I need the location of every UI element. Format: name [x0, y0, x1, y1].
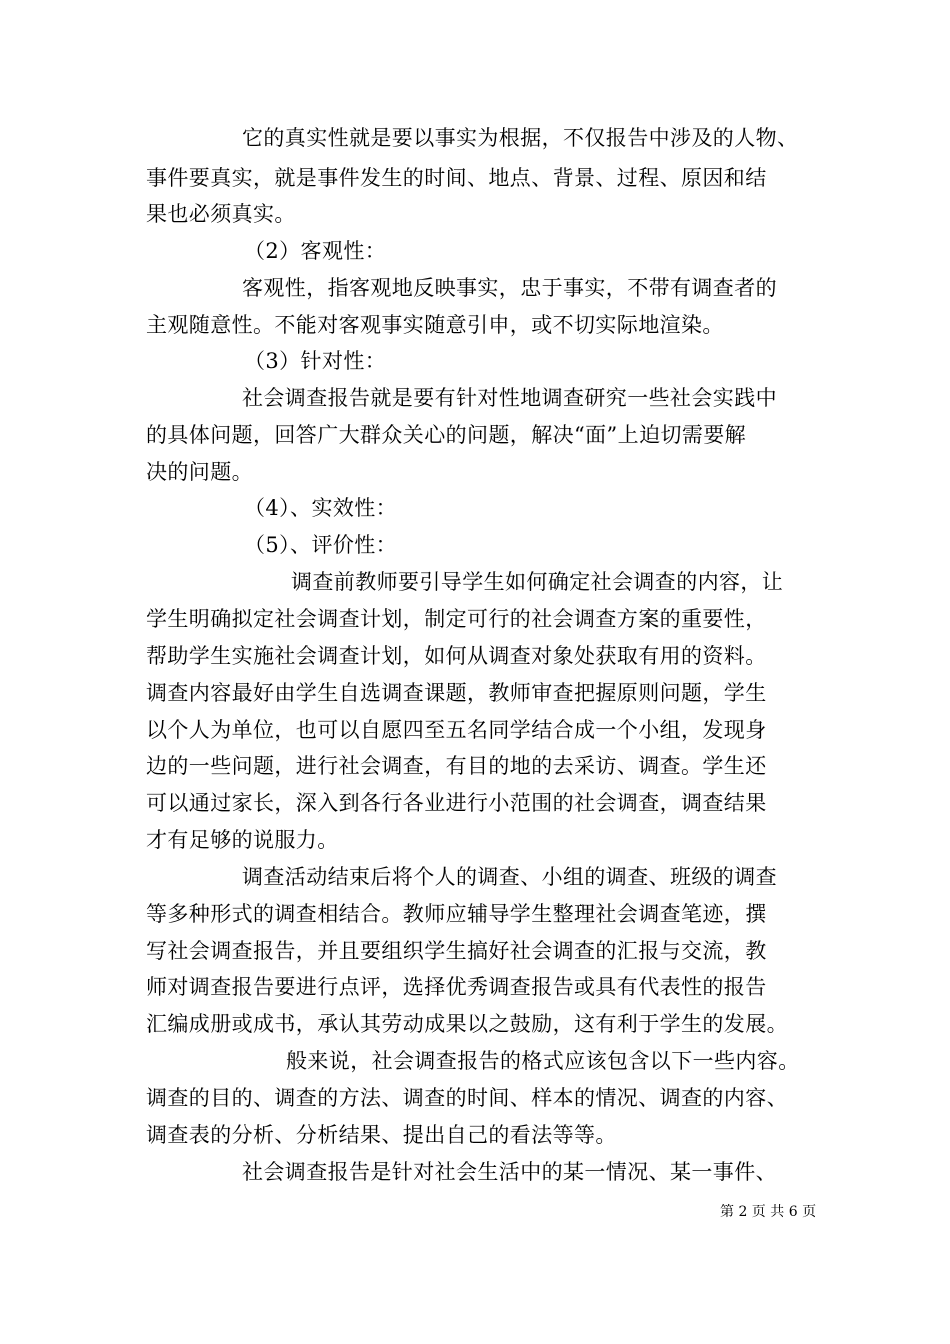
- text-line: 客观性，指客观地反映事实，忠于事实，不带有调查者的: [242, 276, 777, 300]
- text-line: 可以通过家长，深入到各行各业进行小范围的社会调查，调查结果: [146, 791, 767, 815]
- text-line: 写社会调查报告，并且要组织学生搞好社会调查的汇报与交流，教: [146, 939, 767, 963]
- text-line: 果也必须真实。: [146, 202, 296, 226]
- text-line: 调查的目的、调查的方法、调查的时间、样本的情况、调查的内容、: [146, 1086, 788, 1110]
- text-line: 汇编成册或成书，承认其劳动成果以之鼓励，这有利于学生的发展。: [146, 1012, 788, 1036]
- section-heading: （5）、评价性：: [244, 533, 398, 557]
- section-heading: （3）针对性：: [244, 349, 387, 373]
- text-line: 决的问题。: [146, 460, 253, 484]
- text-line: 的具体问题，回答广大群众关心的问题，解决“面”上迫切需要解: [146, 423, 747, 447]
- section-heading: （2）客观性：: [244, 239, 387, 263]
- text-line: 才有足够的说服力。: [146, 828, 339, 852]
- text-line: 调查前教师要引导学生如何确定社会调查的内容，让: [291, 570, 784, 594]
- text-line: 主观随意性。不能对客观事实随意引申，或不切实际地渲染。: [146, 313, 724, 337]
- text-line: 以个人为单位，也可以自愿四至五名同学结合成一个小组，发现身: [146, 718, 767, 742]
- text-line: 般来说，社会调查报告的格式应该包含以下一些内容。: [286, 1049, 800, 1073]
- text-line: 帮助学生实施社会调查计划，如何从调查对象处获取有用的资料。: [146, 644, 767, 668]
- text-line: 调查内容最好由学生自选调查课题，教师审查把握原则问题，学生: [146, 681, 767, 705]
- text-line: 边的一些问题，进行社会调查，有目的地的去采访、调查。学生还: [146, 754, 767, 778]
- text-line: 等多种形式的调查相结合。教师应辅导学生整理社会调查笔迹，撰: [146, 902, 767, 926]
- text-line: 调查活动结束后将个人的调查、小组的调查、班级的调查: [242, 865, 777, 889]
- text-line: 师对调查报告要进行点评，选择优秀调查报告或具有代表性的报告: [146, 975, 767, 999]
- page-number-footer: 第 2 页 共 6 页: [720, 1204, 817, 1220]
- text-line: 调查表的分析、分析结果、提出自己的看法等等。: [146, 1123, 617, 1147]
- text-line: 社会调查报告是针对社会生活中的某一情况、某一事件、: [242, 1160, 777, 1184]
- text-line: 它的真实性就是要以事实为根据，不仅报告中涉及的人物、: [242, 126, 799, 150]
- text-line: 学生明确拟定社会调查计划，制定可行的社会调查方案的重要性，: [146, 607, 767, 631]
- text-line: 社会调查报告就是要有针对性地调查研究一些社会实践中: [242, 386, 777, 410]
- text-line: 事件要真实，就是事件发生的时间、地点、背景、过程、原因和结: [146, 166, 767, 190]
- section-heading: （4）、实效性：: [244, 496, 398, 520]
